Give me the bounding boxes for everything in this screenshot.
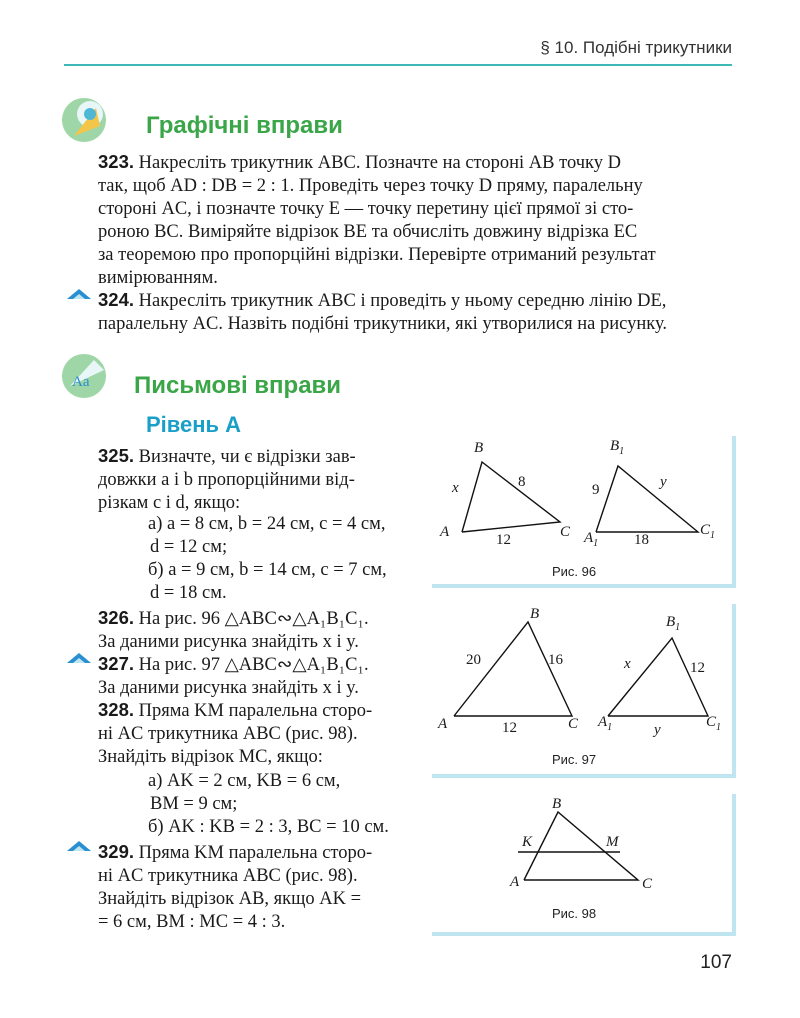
exercise-number: 328. xyxy=(98,699,135,720)
fig97-label-A: A xyxy=(438,716,448,732)
fig96-label-C: C xyxy=(560,524,571,540)
fig96-label-A1: $A_1$ xyxy=(584,530,599,549)
fig97-label-B1: $B_1$ xyxy=(666,614,681,633)
fig98-label-M: M xyxy=(606,834,619,850)
difficulty-marker-icon xyxy=(66,652,92,664)
exercise-number: 324. xyxy=(98,289,135,310)
exercise-text: вимірюванням. xyxy=(98,268,218,288)
fig97-label-C: C xyxy=(568,716,579,732)
exercise-328 xyxy=(98,698,418,769)
exercise-text: За даними рисунка знайдіть x і y. xyxy=(98,678,359,698)
exercise-text: Визначте, чи є відрізки зав- xyxy=(138,447,356,467)
difficulty-marker-icon xyxy=(66,840,92,852)
fig97-label-C1: $C_1$ xyxy=(706,714,722,733)
graphic-exercises-icon xyxy=(60,96,112,144)
section-title-written: Письмові вправи xyxy=(134,372,342,399)
fig97-label-x: x xyxy=(624,656,631,672)
fig98-label-A: A xyxy=(510,874,520,890)
fig97-label-A1: $A_1$ xyxy=(598,714,613,733)
exercise-text: довжки a і b пропорційними від- xyxy=(98,470,355,490)
fig97-caption: Рис. 97 xyxy=(552,752,597,767)
exercise-328-b: б) AK : KB = 2 : 3, BC = 10 см. xyxy=(148,817,389,837)
exercise-number: 326. xyxy=(98,607,135,628)
fig97-label-20: 20 xyxy=(466,652,481,668)
fig96-label-12: 12 xyxy=(496,532,511,548)
fig97-label-B: B xyxy=(530,606,540,622)
exercise-325-a: а) a = 8 см, b = 24 см, c = 4 см, xyxy=(148,514,386,534)
fig97-label-16: 16 xyxy=(548,652,563,668)
exercise-326 xyxy=(98,606,418,654)
fig96-label-9: 9 xyxy=(592,482,600,498)
fig96-label-8: 8 xyxy=(518,474,526,490)
exercise-323 xyxy=(98,150,734,290)
exercise-324 xyxy=(98,288,734,336)
exercise-325-b: б) a = 9 см, b = 14 см, c = 7 см, xyxy=(148,560,387,580)
fig96-label-y: y xyxy=(660,474,667,490)
chapter-header: § 10. Подібні трикутники xyxy=(540,38,732,57)
fig96-label-B: B xyxy=(474,440,484,456)
exercise-number: 329. xyxy=(98,841,135,862)
exercise-number: 325. xyxy=(98,445,135,466)
fig96-label-x: x xyxy=(452,480,459,496)
exercise-text: За даними рисунка знайдіть x і y. xyxy=(98,632,359,652)
exercise-text: Накресліть трикутник ABC. Позначте на стороні AB точку D xyxy=(138,153,621,173)
fig96-label-A: A xyxy=(440,524,450,540)
fig98-label-C: C xyxy=(642,876,653,892)
fig96-caption: Рис. 96 xyxy=(552,564,597,579)
figure-97-drawing xyxy=(432,604,732,774)
exercise-text: різкам c і d, якщо: xyxy=(98,493,241,513)
exercise-text: Знайдіть відрізок MC, якщо: xyxy=(98,747,323,767)
fig97-label-12b: 12 xyxy=(690,660,705,676)
fig98-label-K: K xyxy=(522,834,533,850)
exercise-325-b-cont: d = 18 см. xyxy=(150,583,227,603)
level-title: Рівень А xyxy=(146,412,242,437)
section-title-graphic: Графічні вправи xyxy=(146,112,343,139)
fig98-caption: Рис. 98 xyxy=(552,906,597,921)
exercise-text: Пряма KM паралельна сторо- xyxy=(138,843,373,863)
fig97-label-y: y xyxy=(654,722,661,738)
exercise-text: ні AC трикутника ABC (рис. 98). xyxy=(98,866,358,886)
exercise-text: так, щоб AD : DB = 2 : 1. Проведіть через точку D пряму, паралельну xyxy=(98,176,643,196)
fig96-label-B1: $B_1$ xyxy=(610,438,625,457)
exercise-text: Накресліть трикутник ABC і проведіть у ньому середню лінію DE, xyxy=(138,291,667,311)
exercise-number: 327. xyxy=(98,653,135,674)
figure-96-drawing xyxy=(432,436,732,584)
exercise-text: стороні AC, і позначте точку E — точку перетину цієї прямої зі сто- xyxy=(98,199,634,219)
exercise-327 xyxy=(98,652,418,700)
exercise-325 xyxy=(98,444,418,515)
fig96-label-C1: $C_1$ xyxy=(700,522,716,541)
exercise-328-a-cont: BM = 9 см; xyxy=(150,794,238,814)
svg-text:Aa: Aa xyxy=(72,374,90,390)
exercise-text: = 6 см, BM : MC = 4 : 3. xyxy=(98,912,286,932)
fig97-label-12: 12 xyxy=(502,720,517,736)
header-rule xyxy=(64,64,732,66)
exercise-number: 323. xyxy=(98,151,135,172)
exercise-328-a: а) AK = 2 см, KB = 6 см, xyxy=(148,771,341,791)
difficulty-marker-icon xyxy=(66,288,92,300)
fig96-label-18: 18 xyxy=(634,532,649,548)
fig98-label-B: B xyxy=(552,796,562,812)
exercise-text: роною BC. Виміряйте відрізок BE та обчисліть довжину відрізка EC xyxy=(98,222,638,242)
exercise-325-a-cont: d = 12 см; xyxy=(150,537,228,557)
exercise-329 xyxy=(98,840,418,934)
exercise-text: Пряма KM паралельна сторо- xyxy=(138,701,373,721)
exercise-text: На рис. 97 △ABC∾△A₁B₁C₁. xyxy=(138,655,369,675)
exercise-text: паралельну AC. Назвіть подібні трикутники, які утворилися на рисунку. xyxy=(98,314,668,334)
exercise-text: Знайдіть відрізок AB, якщо AK = xyxy=(98,889,362,909)
exercise-text: ні AC трикутника ABC (рис. 98). xyxy=(98,724,358,744)
page-number: 107 xyxy=(700,952,732,973)
exercise-text: На рис. 96 △ABC∾△A₁B₁C₁. xyxy=(138,609,369,629)
written-exercises-icon xyxy=(60,352,112,400)
exercise-text: за теоремою про пропорційні відрізки. Перевірте отриманий результат xyxy=(98,245,656,265)
